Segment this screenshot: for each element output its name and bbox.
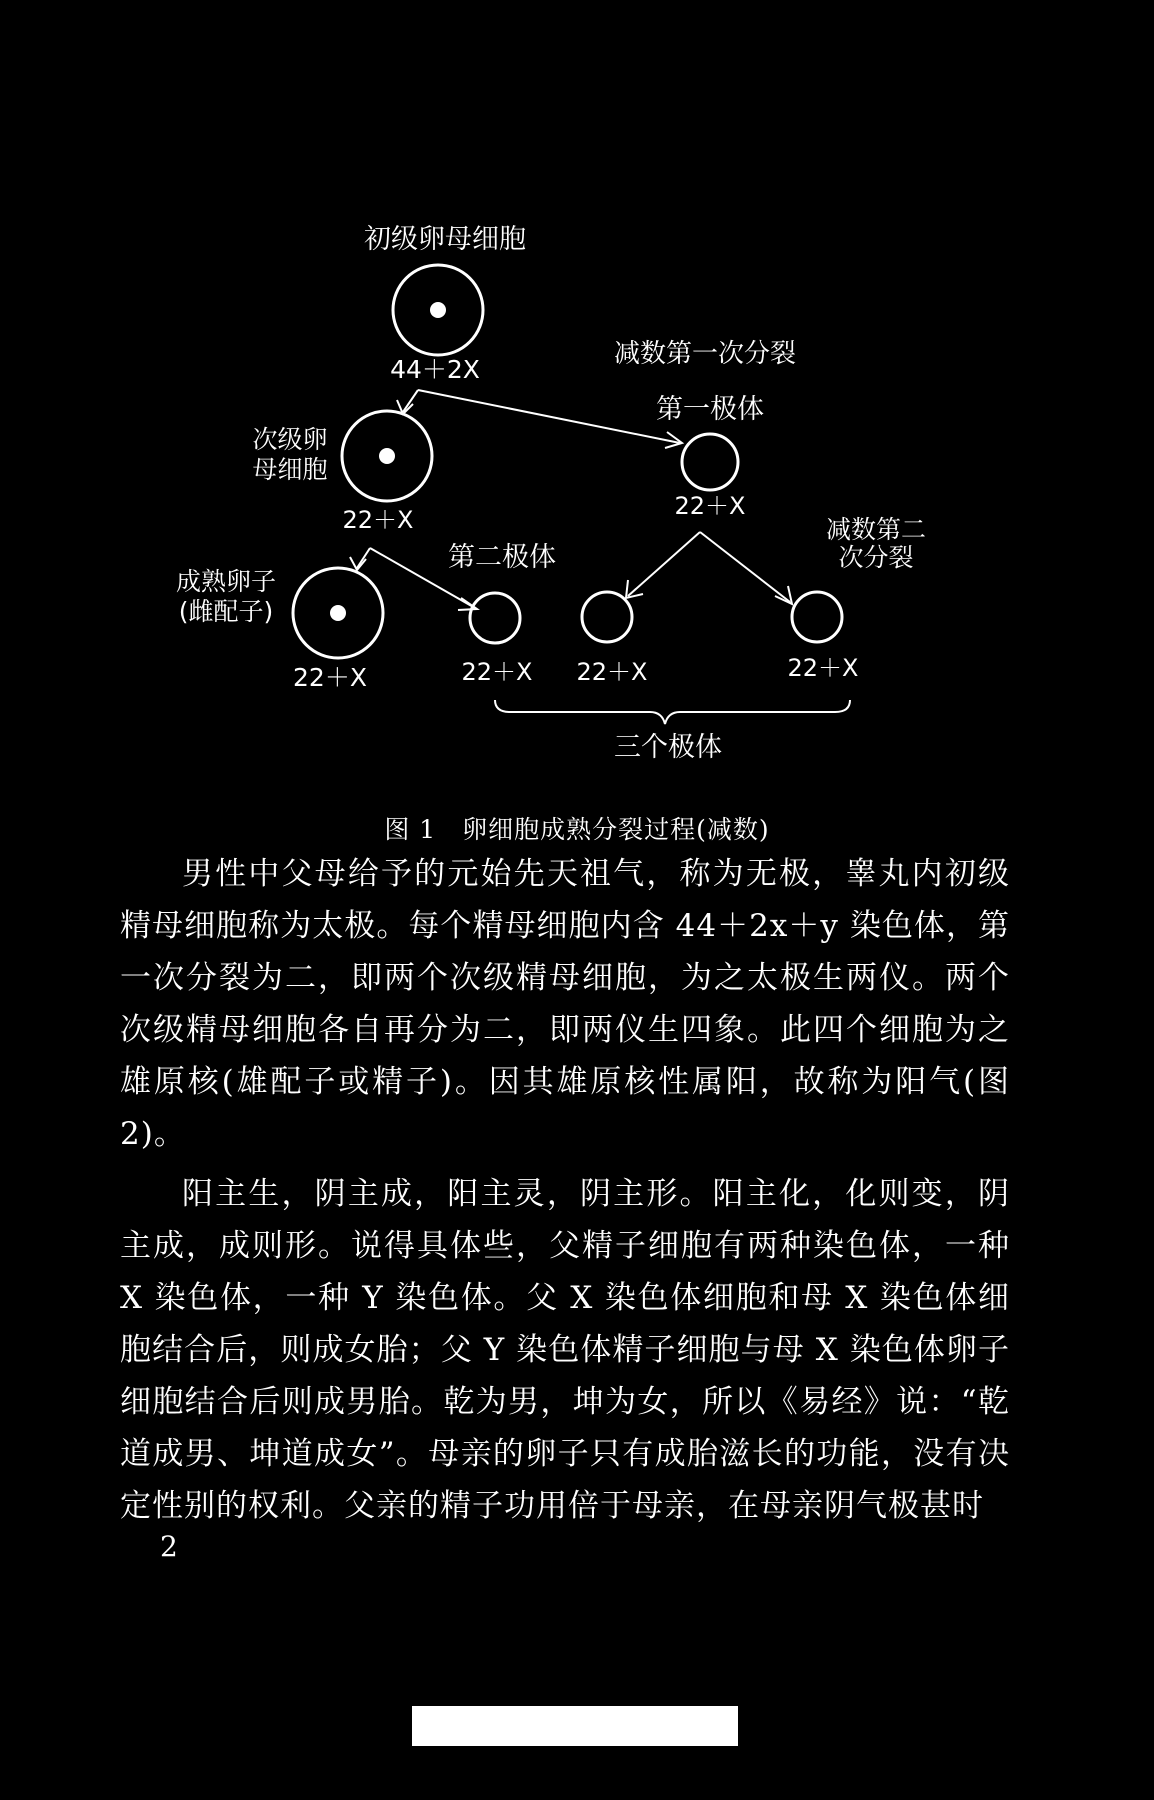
- second-polar-chromosomes: 22＋X: [461, 658, 533, 686]
- first-polar-chromosomes: 22＋X: [674, 492, 746, 520]
- first-polar-body-label: 第一极体: [656, 394, 764, 425]
- oocyte-meiosis-diagram: [0, 0, 1154, 800]
- mature-egg-chromosomes: 22＋X: [293, 663, 367, 692]
- three-polar-bodies-label: 三个极体: [614, 732, 722, 763]
- polar-body-b-cell: [792, 592, 842, 642]
- polar-body-b-chromosomes: 22＋X: [787, 654, 859, 682]
- paragraph: 阳主生，阴主成，阳主灵，阴主形。阳主化，化则变，阴主成，成则形。说得具体些，父精子细胞有两种染色体，一种 X 染色体，一种 Y 染色体。父 X 染色体细胞和母 X 染色体细胞结合后，则成女胎；父 Y 染色体精子细胞与母 X 染色体卵子细胞结合后则成男胎。乾为男，坤为女，所以《易经》说：“乾道成男、坤道成女”。母亲的卵子只有成胎滋长的功能，没有决定性别的权利。父亲的精子功用倍于母亲，在母亲阴气极甚时: [120, 1176, 1010, 1524]
- second-polar-body-cell: [470, 593, 520, 643]
- primary-oocyte-chromosomes: 44＋2X: [390, 355, 480, 384]
- mature-egg-cell: [293, 568, 383, 658]
- figure-caption: 图 1 卵细胞成熟分裂过程(减数): [384, 815, 770, 844]
- secondary-oocyte-label-line1: 次级卵: [252, 425, 328, 454]
- polar-body-a-cell: [582, 592, 632, 642]
- secondary-oocyte-cell: [342, 411, 432, 501]
- first-polar-body-cell: [682, 434, 738, 490]
- body-text: [120, 848, 1010, 1532]
- primary-oocyte-cell: [393, 265, 483, 355]
- meiosis-one-label: 减数第一次分裂: [613, 339, 797, 369]
- paragraph: 男性中父母给予的元始先天祖气，称为无极，睾丸内初级精母细胞称为太极。每个精母细胞内含 44＋2x＋y 染色体，第一次分裂为二，即两个次级精母细胞，为之太极生两仪。两个次级精母细胞各自再分为二，即两仪生四象。此四个细胞为之雄原核(雄配子或精子)。因其雄原核性属阳，故称为阳气(图2)。: [120, 856, 1010, 1152]
- secondary-oocyte-chromosomes: 22＋X: [342, 506, 414, 534]
- white-bar: [412, 1706, 738, 1746]
- polar-body-a-chromosomes: 22＋X: [576, 658, 648, 686]
- mature-egg-label-line2: (雌配子): [178, 597, 274, 626]
- primary-oocyte-label: 初级卵母细胞: [364, 224, 526, 255]
- mature-egg-label-line1: 成熟卵子: [175, 567, 277, 596]
- meiosis-two-arrows-right: [626, 532, 792, 604]
- meiosis-two-label-line2: 次分裂: [838, 543, 914, 572]
- secondary-oocyte-label-line2: 母细胞: [252, 455, 328, 484]
- meiosis-one-arrows: [397, 390, 682, 448]
- second-polar-body-label: 第二极体: [448, 542, 556, 573]
- polar-bodies-brace: [495, 700, 850, 724]
- meiosis-two-label-line1: 减数第二: [825, 515, 927, 544]
- page-number: 2: [160, 1530, 178, 1563]
